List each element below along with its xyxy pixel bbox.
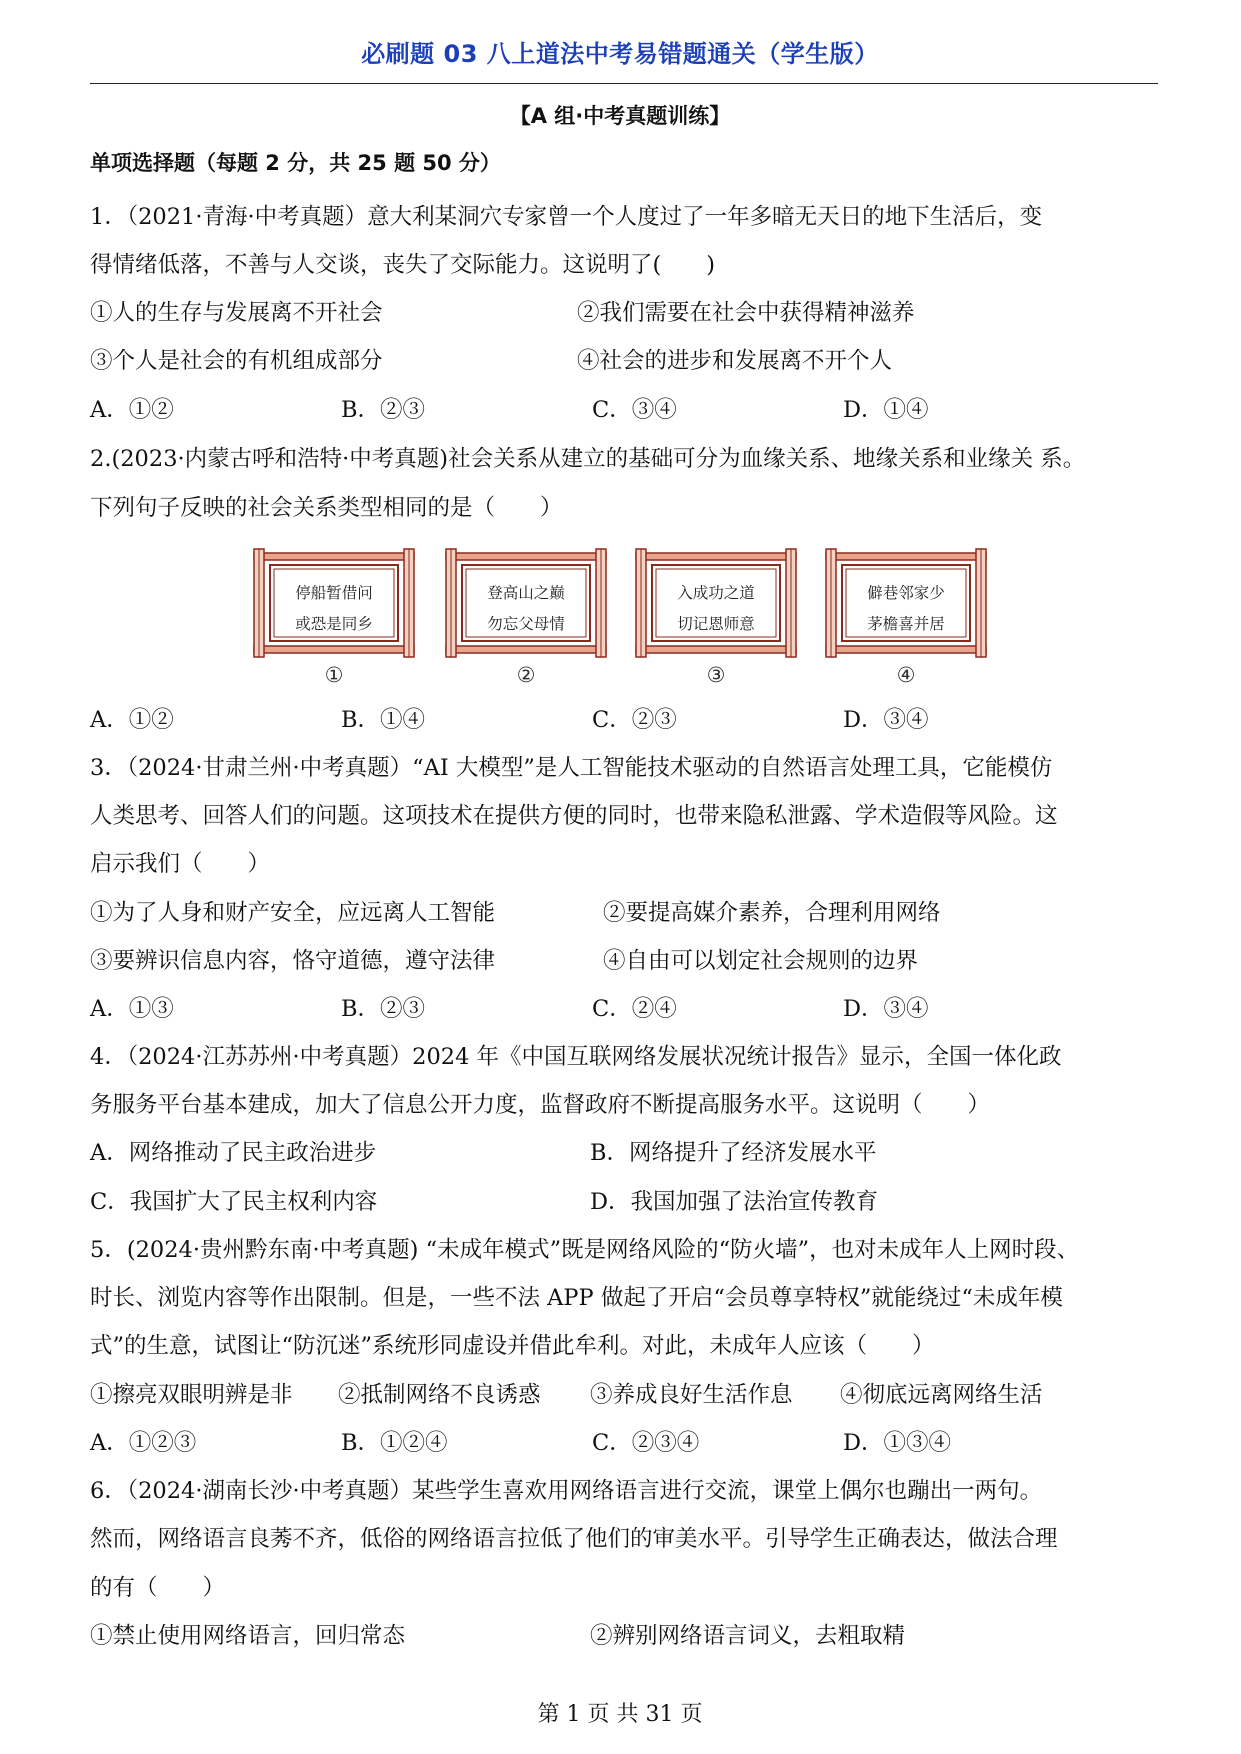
group-title: 【A 组·中考真题训练】	[509, 104, 731, 128]
scroll-3-line2: 切记恩师意	[677, 615, 755, 633]
q3-stem-line2: 人类思考、回答人们的问题。这项技术在提供方便的同时，也带来隐私泄露、学术造假等风险。这	[90, 803, 1058, 829]
q5-option-a: A．①②③	[90, 1430, 197, 1456]
q1-statement-2: ②我们需要在社会中获得精神滋养	[577, 300, 915, 326]
q5-statement-3: ③养成良好生活作息	[590, 1382, 793, 1408]
q2-option-b: B．①④	[341, 707, 426, 733]
scroll-3-line1: 入成功之道	[677, 584, 755, 602]
scroll-frame-graphic	[250, 545, 418, 663]
q2-option-c: C．②③	[592, 707, 677, 733]
q4-stem-line1: 4．（2024·江苏苏州·中考真题）2024 年《中国互联网络发展状况统计报告》显示，全国一体化政	[90, 1044, 1062, 1070]
q1-stem-line1: 1．（2021·青海·中考真题）意大利某洞穴专家曾一个人度过了一年多暗无天日的地下生活后，变	[90, 204, 1043, 230]
scroll-4-line2: 茅檐喜并居	[867, 615, 945, 633]
q1-stem-line2: 得情绪低落，不善与人交谈，丧失了交际能力。这说明了( )	[90, 252, 716, 278]
q5-option-d: D．①③④	[843, 1430, 952, 1456]
scroll-1-line2: 或恐是同乡	[295, 615, 373, 633]
q1-statement-1: ①人的生存与发展离不开社会	[90, 300, 383, 326]
scroll-frame-graphic	[632, 545, 800, 663]
q6-stem-line1: 6．（2024·湖南长沙·中考真题）某些学生喜欢用网络语言进行交流，课堂上偶尔也蹦出一两句。	[90, 1478, 1043, 1504]
section-title: 单项选择题（每题 2 分，共 25 题 50 分）	[90, 151, 501, 175]
q4-stem-line2: 务服务平台基本建成，加大了信息公开力度，监督政府不断提高服务水平。这说明（ ）	[90, 1092, 991, 1118]
q5-option-c: C．②③④	[592, 1430, 700, 1456]
scroll-illustration	[250, 545, 995, 690]
scroll-2-line1: 登高山之巅	[487, 584, 565, 602]
scroll-1-number: ①	[324, 663, 344, 687]
scroll-4-line1: 僻巷邻家少	[867, 584, 945, 602]
q3-statement-3: ③要辨识信息内容，恪守道德，遵守法律	[90, 948, 496, 974]
q5-statement-1: ①擦亮双眼明辨是非	[90, 1382, 293, 1408]
q1-option-c: C．③④	[592, 397, 677, 423]
q6-stem-line3: 的有（ ）	[90, 1575, 226, 1601]
page-footer: 第 1 页 共 31 页	[537, 1702, 703, 1727]
q3-statement-4: ④自由可以划定社会规则的边界	[603, 948, 919, 974]
scroll-1	[250, 545, 418, 690]
scroll-4	[822, 545, 990, 690]
q3-option-d: D．③④	[843, 996, 929, 1022]
q3-stem-line3: 启示我们（ ）	[90, 851, 271, 877]
q3-option-c: C．②④	[592, 996, 677, 1022]
q4-option-c: C．我国扩大了民主权利内容	[90, 1189, 378, 1215]
scroll-3-number: ③	[706, 663, 726, 687]
q5-stem-line2: 时长、浏览内容等作出限制。但是，一些不法 APP 做起了开启“会员尊享特权”就能绕过“未成年模	[90, 1285, 1063, 1311]
q6-statement-1: ①禁止使用网络语言，回归常态	[90, 1623, 406, 1649]
q1-option-b: B．②③	[341, 397, 426, 423]
q3-stem-line1: 3．（2024·甘肃兰州·中考真题）“AI 大模型”是人工智能技术驱动的自然语言处理工具，它能模仿	[90, 755, 1053, 781]
q5-statement-4: ④彻底远离网络生活	[840, 1382, 1043, 1408]
scroll-frame-graphic	[442, 545, 610, 663]
q4-option-d: D．我国加强了法治宣传教育	[590, 1189, 879, 1215]
q2-option-a: A．①②	[90, 707, 174, 733]
q3-statement-2: ②要提高媒介素养，合理利用网络	[603, 900, 941, 926]
q6-stem-line2: 然而，网络语言良莠不齐，低俗的网络语言拉低了他们的审美水平。引导学生正确表达，做法合理	[90, 1526, 1058, 1552]
q3-statement-1: ①为了人身和财产安全，应远离人工智能	[90, 900, 496, 926]
q5-stem-line1: 5．(2024·贵州黔东南·中考真题) “未成年模式”既是网络风险的“防火墙”，也对未成年人上网时段、	[90, 1237, 1080, 1263]
q1-statement-3: ③个人是社会的有机组成部分	[90, 348, 383, 374]
scroll-2-line2: 勿忘父母情	[487, 615, 565, 633]
q3-option-b: B．②③	[341, 996, 426, 1022]
scroll-2	[442, 545, 610, 690]
q5-option-b: B．①②④	[341, 1430, 448, 1456]
scroll-4-number: ④	[896, 663, 916, 687]
q1-statement-4: ④社会的进步和发展离不开个人	[577, 348, 893, 374]
q3-option-a: A．①③	[90, 996, 174, 1022]
scroll-frame-graphic	[822, 545, 990, 663]
scroll-3	[632, 545, 800, 690]
header-divider	[90, 83, 1158, 84]
q5-stem-line3: 式”的生意，试图让“防沉迷”系统形同虚设并借此牟利。对此，未成年人应该（ ）	[90, 1333, 935, 1359]
q4-option-a: A．网络推动了民主政治进步	[90, 1140, 377, 1166]
q1-option-d: D．①④	[843, 397, 929, 423]
document-header-title: 必刷题 03 八上道法中考易错题通关（学生版）	[361, 40, 879, 68]
q5-statement-2: ②抵制网络不良诱惑	[338, 1382, 541, 1408]
q2-option-d: D．③④	[843, 707, 929, 733]
scroll-2-number: ②	[516, 663, 536, 687]
q6-statement-2: ②辨别网络语言词义，去粗取精	[590, 1623, 906, 1649]
q1-option-a: A．①②	[90, 397, 174, 423]
scroll-1-line1: 停船暂借问	[295, 584, 373, 602]
q2-stem-line2: 下列句子反映的社会关系类型相同的是（ ）	[90, 495, 563, 521]
q4-option-b: B．网络提升了经济发展水平	[590, 1140, 877, 1166]
q2-stem-line1: 2.(2023·内蒙古呼和浩特·中考真题)社会关系从建立的基础可分为血缘关系、地缘关系和业缘关 系。	[90, 446, 1086, 472]
